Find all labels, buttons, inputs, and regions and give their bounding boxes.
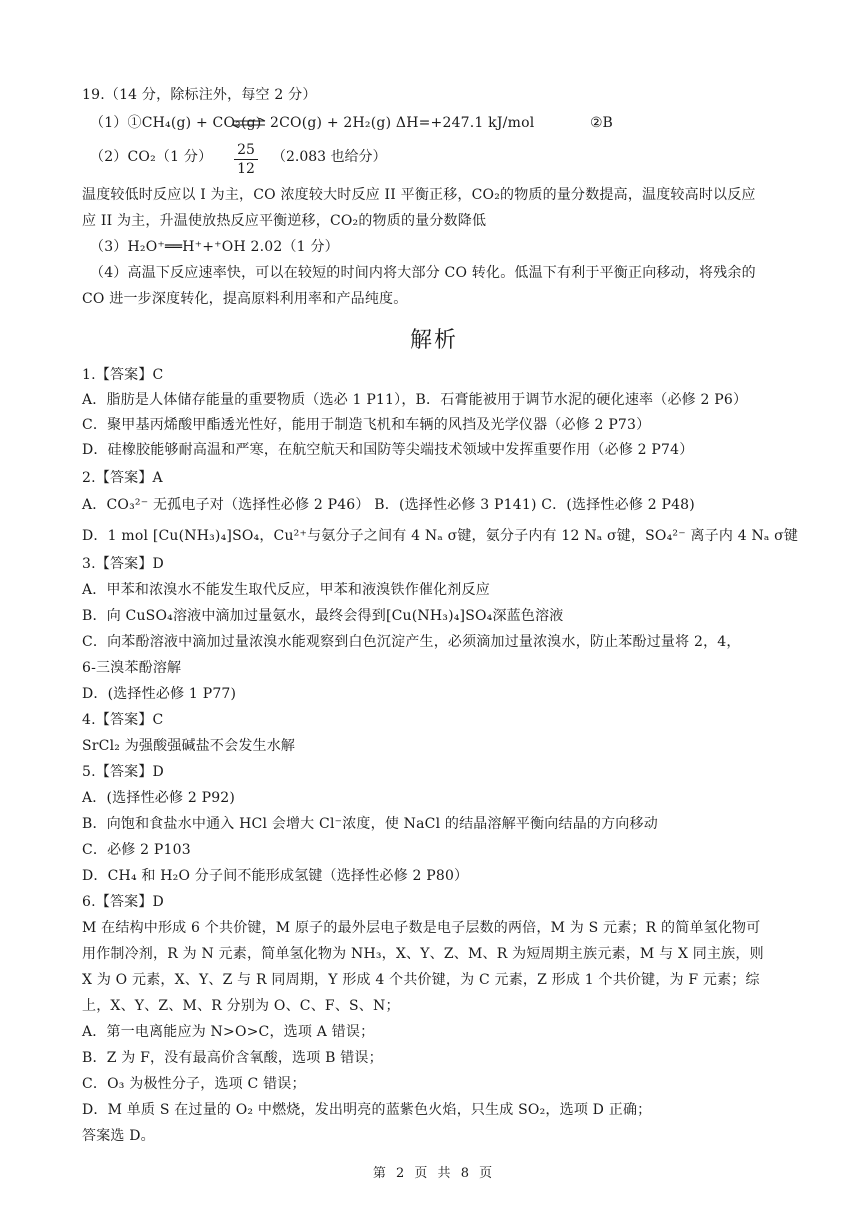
q19-part1-reactants: （1）①CH₄(g) + CO₂(g) xyxy=(90,115,262,131)
analysis-line: 1.【答案】C xyxy=(82,367,164,383)
q19-header: 19.（14 分，除标注外，每空 2 分） xyxy=(82,87,317,103)
q19-part2-line2: 应 II 为主，升温使放热反应平衡逆移，CO₂的物质的量分数降低 xyxy=(82,213,487,229)
q19-part1-products: 2CO(g) + 2H₂(g) ΔH=+247.1 kJ/mol xyxy=(270,115,535,131)
analysis-line: 上，X、Y、Z、M、R 分别为 O、C、F、S、N； xyxy=(82,998,400,1014)
q19-part4-line1: （4）高温下反应速率快，可以在较短的时间内将大部分 CO 转化。低温下有利于平衡正向移动，将残余的 xyxy=(90,265,756,281)
analysis-line: A．CO₃²⁻ 无孤电子对（选择性必修 2 P46） B．(选择性必修 3 P141) C．(选择性必修 2 P48) xyxy=(82,497,695,513)
analysis-line: D．M 单质 S 在过量的 O₂ 中燃烧，发出明亮的蓝紫色火焰，只生成 SO₂，选项 D 正确； xyxy=(82,1102,652,1118)
analysis-line: D．硅橡胶能够耐高温和严寒，在航空航天和国防等尖端技术领域中发挥重要作用（必修 2 P74） xyxy=(82,442,694,458)
analysis-line: 6.【答案】D xyxy=(82,894,164,910)
page-footer: 第 2 页 共 8 页 xyxy=(372,1166,496,1181)
analysis-line: B．Z 为 F，没有最高价含氧酸，选项 B 错误； xyxy=(82,1050,383,1066)
analysis-title: 解析 xyxy=(409,328,458,353)
q19-part2-answer: （2）CO₂（1 分） xyxy=(90,149,213,165)
analysis-line: C．必修 2 P103 xyxy=(82,842,191,858)
analysis-line: 6-三溴苯酚溶解 xyxy=(82,660,182,676)
analysis-line: 4.【答案】C xyxy=(82,712,164,728)
analysis-line: C．向苯酚溶液中滴加过量浓溴水能观察到白色沉淀产生，必须滴加过量浓溴水，防止苯酚过量将 2，4， xyxy=(82,634,741,650)
fraction xyxy=(234,142,258,177)
analysis-line: X 为 O 元素，X、Y、Z 与 R 同周期，Y 形成 4 个共价键，为 C 元素，Z 形成 1 个共价键，为 F 元素；综 xyxy=(82,972,760,988)
equilibrium-arrow-icon xyxy=(232,118,266,128)
analysis-line: SrCl₂ 为强酸强碱盐不会发生水解 xyxy=(82,738,296,754)
analysis-line: A．甲苯和浓溴水不能发生取代反应，甲苯和液溴铁作催化剂反应 xyxy=(82,582,490,598)
analysis-line: D．(选择性必修 1 P77) xyxy=(82,686,237,702)
analysis-line: C．聚甲基丙烯酸甲酯透光性好，能用于制造飞机和车辆的风挡及光学仪器（必修 2 P73） xyxy=(82,417,651,433)
q19-part2-note: （2.083 也给分） xyxy=(272,149,387,165)
analysis-line: 用作制冷剂，R 为 N 元素，简单氢化物为 NH₃，X、Y、Z、M、R 为短周期主族元素，M 与 X 同主族，则 xyxy=(82,946,764,962)
analysis-line: 2.【答案】A xyxy=(82,470,163,486)
q19-part3: （3）H₂O⁺══H⁺+⁺OH 2.02（1 分） xyxy=(90,239,339,255)
analysis-line: 3.【答案】D xyxy=(82,556,164,572)
analysis-line: A．脂肪是人体储存能量的重要物质（选必 1 P11），B．石膏能被用于调节水泥的硬化速率（必修 2 P6） xyxy=(82,392,748,408)
analysis-line: D．1 mol [Cu(NH₃)₄]SO₄，Cu²⁺与氨分子之间有 4 Nₐ σ键，氨分子内有 12 Nₐ σ键，SO₄²⁻ 离子内 4 Nₐ σ键 xyxy=(82,528,799,544)
fraction-denominator: 12 xyxy=(237,161,255,177)
analysis-line: B．向 CuSO₄溶液中滴加过量氨水，最终会得到[Cu(NH₃)₄]SO₄深蓝色溶液 xyxy=(82,608,564,624)
analysis-line: M 在结构中形成 6 个共价键，M 原子的最外层电子数是电子层数的两倍，M 为 S 元素；R 的简单氢化物可 xyxy=(82,920,761,936)
analysis-line: C．O₃ 为极性分子，选项 C 错误； xyxy=(82,1076,306,1092)
analysis-line: A．(选择性必修 2 P92) xyxy=(82,790,236,806)
analysis-line: D．CH₄ 和 H₂O 分子间不能形成氢键（选择性必修 2 P80） xyxy=(82,868,469,884)
fraction-bar xyxy=(234,159,258,160)
analysis-line: 答案选 D。 xyxy=(82,1128,155,1144)
q19-part1-answer2: ②B xyxy=(590,115,613,131)
fraction-numerator: 25 xyxy=(237,142,255,158)
q19-part2-line1: 温度较低时反应以 I 为主，CO 浓度较大时反应 II 平衡正移，CO₂的物质的量分数提高，温度较高时以反应 xyxy=(82,187,756,203)
q19-part4-line2: CO 进一步深度转化，提高原料利用率和产品纯度。 xyxy=(82,291,408,307)
analysis-line: B．向饱和食盐水中通入 HCl 会增大 Cl⁻浓度，使 NaCl 的结晶溶解平衡向结晶的方向移动 xyxy=(82,816,658,832)
analysis-line: 5.【答案】D xyxy=(82,764,164,780)
analysis-line: A．第一电离能应为 N>O>C，选项 A 错误； xyxy=(82,1024,375,1040)
